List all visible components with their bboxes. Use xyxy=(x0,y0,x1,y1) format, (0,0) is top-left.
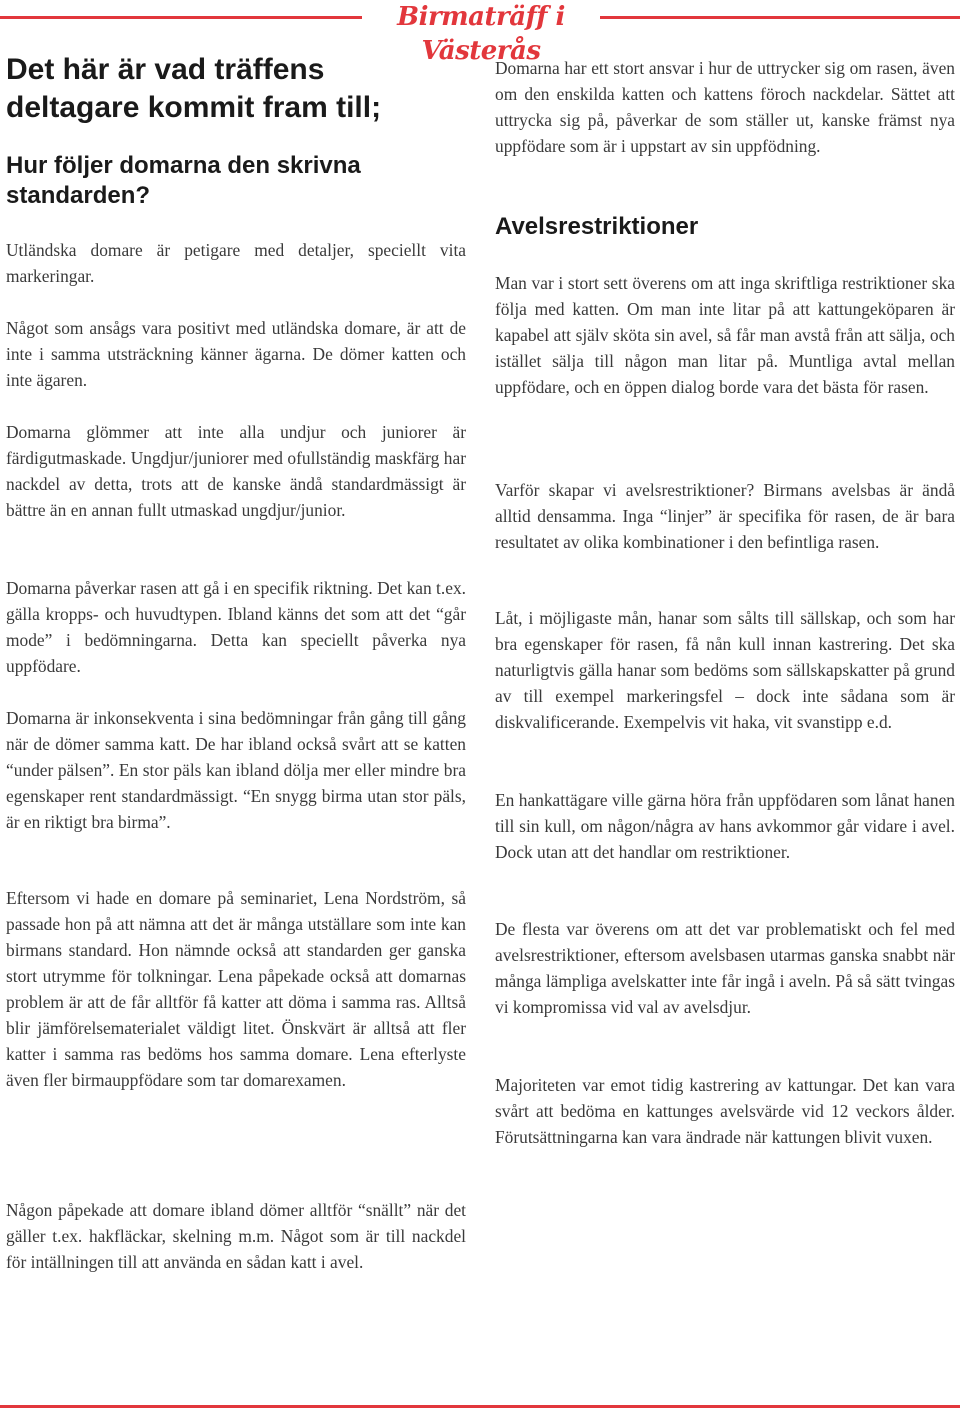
paragraph: Domarna påverkar rasen att gå i en specifik riktning. Det kan t.ex. gälla kropps- och huvudtypen. Ibland känns det som att det “går mode” i bedömningarna. Detta kan speciellt påverka nya uppfödare. xyxy=(6,578,466,676)
paragraph: Låt, i möjligaste mån, hanar som sålts till sällskap, och som har bra egenskaper för rasen, få nån kull innan kastrering. Det ska naturligtvis gälla hanar som bedöms som sällskapskatter på grund av till exempel markeringsfel – dock inte sådana som är diskvalificerande. Exempelvis vit haka, vit svanstipp e.d. xyxy=(495,608,955,732)
paragraph-intro: Domarna har ett stort ansvar i hur de uttrycker sig om rasen, även om den enskilda katten och kattens föroch nackdelar. Sättet att uttrycka sig på, påverkar de som ställer ut, kanske främst nya uppfödare som är i uppstart av sin uppfödning. xyxy=(495,58,955,156)
paragraph: Utländska domare är petigare med detaljer, speciellt vita markeringar. xyxy=(6,240,466,286)
header-rule-right xyxy=(600,16,960,19)
footer-rule xyxy=(0,1405,960,1408)
paragraph: Majoriteten var emot tidig kastrering av kattungar. Det kan vara svårt att bedöma en kattunges avelsvärde vid 12 veckors ålder. Förutsättningarna kan vara ändrade när kattungen blivit vuxen. xyxy=(495,1075,955,1147)
paragraph: Domarna är inkonsekventa i sina bedömningar från gång till gång när de dömer samma katt. De har ibland också svårt att se katten “under pälsen”. En stor päls kan ibland dölja mer eller mindre bra egenskaper rent standardmässigt. “En snygg birma utan stor päls, är en riktigt bra birma”. xyxy=(6,708,466,832)
section-heading-avelsrestriktioner: Avelsrestriktioner xyxy=(495,213,699,240)
paragraph: Eftersom vi hade en domare på seminariet, Lena Nordström, så passade hon på att nämna att det är många utställare som inte kan birmans standard. Hon nämnde också att standarden ger ganska stort utrymme för tolkningar. Lena påpekade också att domarnas problem är att de får alltför få katter att döma i samma ras. Alltså blir jämförelsematerialet väldigt litet. Önskvärt är alltså att fler katter i samma ras bedöms hos samma domare. Lena efterlyste även fler birmauppfödare som tar domarexamen. xyxy=(6,888,466,1090)
paragraph: Något som ansågs vara positivt med utländska domare, är att de inte i samma utsträckning känner ägarna. De dömer katten och inte ägaren. xyxy=(6,318,466,390)
section-heading-standard: Hur följer domarna den skrivna standarden? xyxy=(6,152,361,209)
header-title: Birmaträff i Västerås xyxy=(397,2,565,66)
page-title: Det här är vad träffens deltagare kommit fram till; xyxy=(6,53,382,124)
paragraph: En hankattägare ville gärna höra från uppfödaren som lånat hanen till sin kull, om någon/några av hans avkommor går vidare i avel. Dock utan att det handlar om restriktioner. xyxy=(495,790,955,862)
paragraph: Varför skapar vi avelsrestriktioner? Birmans avelsbas är ändå alltid densamma. Inga “linjer” är specifika för rasen, de är bara resultatet av olika kombinationer i den befintliga rasen. xyxy=(495,480,955,552)
header-rule-left xyxy=(0,16,362,19)
paragraph: Man var i stort sett överens om att inga skriftliga restriktioner ska följa med katten. Om man inte litar på att kattungeköparen är kapabel att själv sköta sin avel, så får man avstå från att sälja, och istället sälja till någon man litar på. Muntliga avtal mellan uppfödare, och en öppen dialog borde vara det bästa för rasen. xyxy=(495,273,955,397)
paragraph: De flesta var överens om att det var problematiskt och fel med avelsrestriktioner, eftersom avelsbasen utarmas ganska snabbt när många lämpliga avelskatter inte får ingå i aveln. På så sätt tvingas vi kompromissa vid val av avelsdjur. xyxy=(495,919,955,1017)
paragraph: Någon påpekade att domare ibland dömer alltför “snällt” när det gäller t.ex. hakfläckar, skelning m.m. Något som är till nackdel för intällningen till att använda en sådan katt i avel. xyxy=(6,1200,466,1272)
paragraph: Domarna glömmer att inte alla undjur och juniorer är färdigutmaskade. Ungdjur/juniorer med ofullständig maskfärg har nackdel av detta, trots att de kanske ändå standardmässigt är bättre än en annan fullt utmaskad ungdjur/junior. xyxy=(6,422,466,520)
